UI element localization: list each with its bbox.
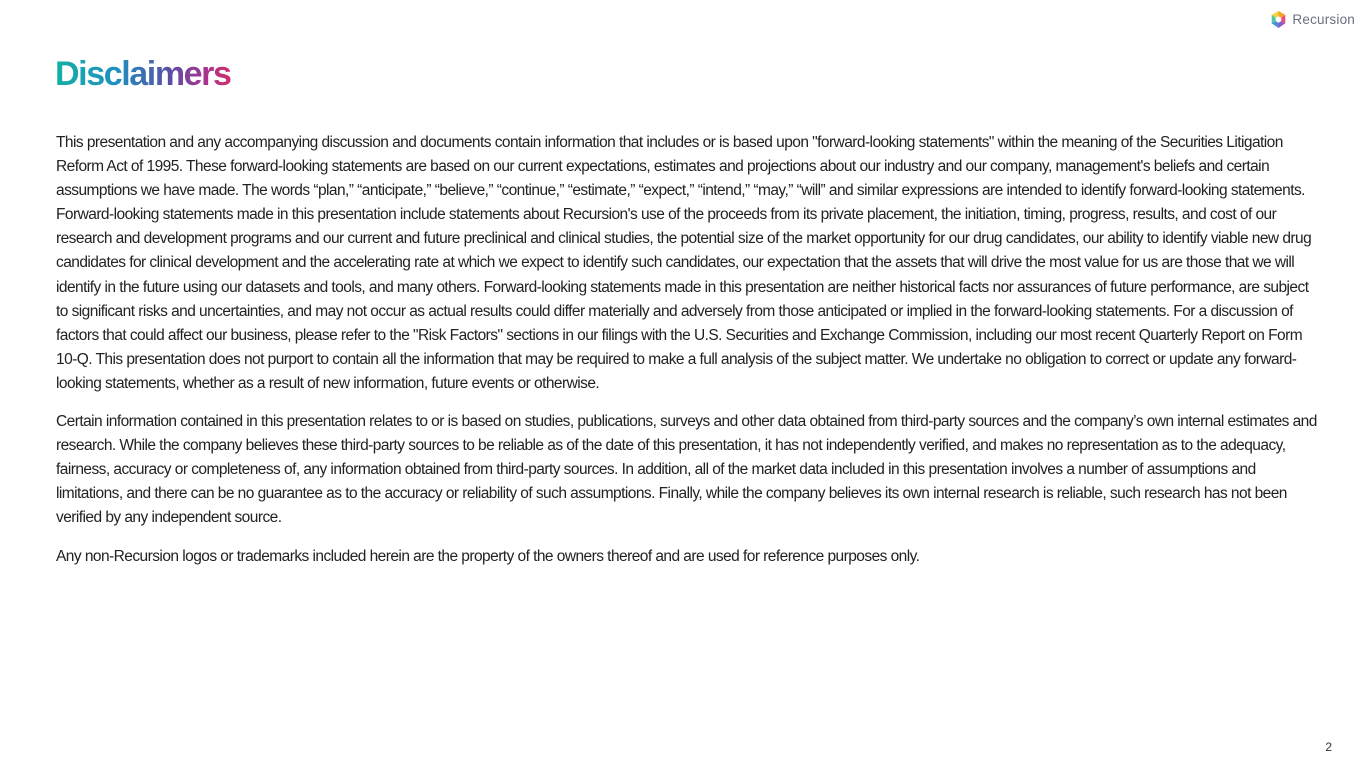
disclaimer-paragraph-third-party: Certain information contained in this presentation relates to or is based on studies, publications, surveys and other data obtained from third-party sources and the company’s own internal estimates and research. While the company believes these third-party sources to be reliable as of the date of this presentation, it has not independently verified, and makes no representation as to the adequacy, fairness, accuracy or completeness of, any information obtained from third-party sources. In addition, all of the market data included in this presentation involves a number of assumptions and limitations, and there can be no guarantee as to the accuracy or reliability of such assumptions. Finally, while the company believes its own internal research is reliable, such research has not been verified by any independent source.: [56, 413, 1317, 527]
disclaimer-paragraph-trademarks: Any non-Recursion logos or trademarks included herein are the property of the owners thereof and are used for reference purposes only.: [56, 547, 920, 565]
recursion-logo: [1270, 10, 1355, 29]
recursion-hexagon-icon: [1270, 10, 1287, 29]
page-title: Disclaimers: [55, 52, 231, 96]
disclaimer-paragraph-forward-looking: This presentation and any accompanying discussion and documents contain information that includes or is based upon "forward-looking statements" within the meaning of the Securities Litigation Reform Act of 1995. These forward-looking statements are based on our current expectations, estimates and projections about our industry and our company, management's beliefs and certain assumptions we have made. The words “plan,” “anticipate,” “believe,” “continue,” “estimate,” “expect,” “intend,” “may,” “will” and similar expressions are intended to identify forward-looking statements. Forward-looking statements made in this presentation include statements about Recursion's use of the proceeds from its private placement, the initiation, timing, progress, results, and cost of our research and development programs and our current and future preclinical and clinical studies, the potential size of the market opportunity for our drug candidates, our ability to identify viable new drug candidates for clinical development and the accelerating rate at which we expect to identify such candidates, our expectation that the assets that will drive the most value for us are those that we will identify in the future using our datasets and tools, and many others. Forward-looking statements made in this presentation are neither historical facts nor assurances of future performance, are subject to significant risks and uncertainties, and may not occur as actual results could differ materially and adversely from those anticipated or implied in the forward-looking statements. For a discussion of factors that could affect our business, please refer to the "Risk Factors" sections in our filings with the U.S. Securities and Exchange Commission, including our most recent Quarterly Report on Form 10-Q. This presentation does not purport to contain all the information that may be required to make a full analysis of the subject matter. We undertake no obligation to correct or update any forward-looking statements, whether as a result of new information, future events or otherwise.: [56, 134, 1312, 392]
page-number: 2: [1325, 740, 1332, 754]
logo-text: Recursion: [1292, 12, 1355, 27]
disclaimer-body: [56, 131, 1318, 583]
